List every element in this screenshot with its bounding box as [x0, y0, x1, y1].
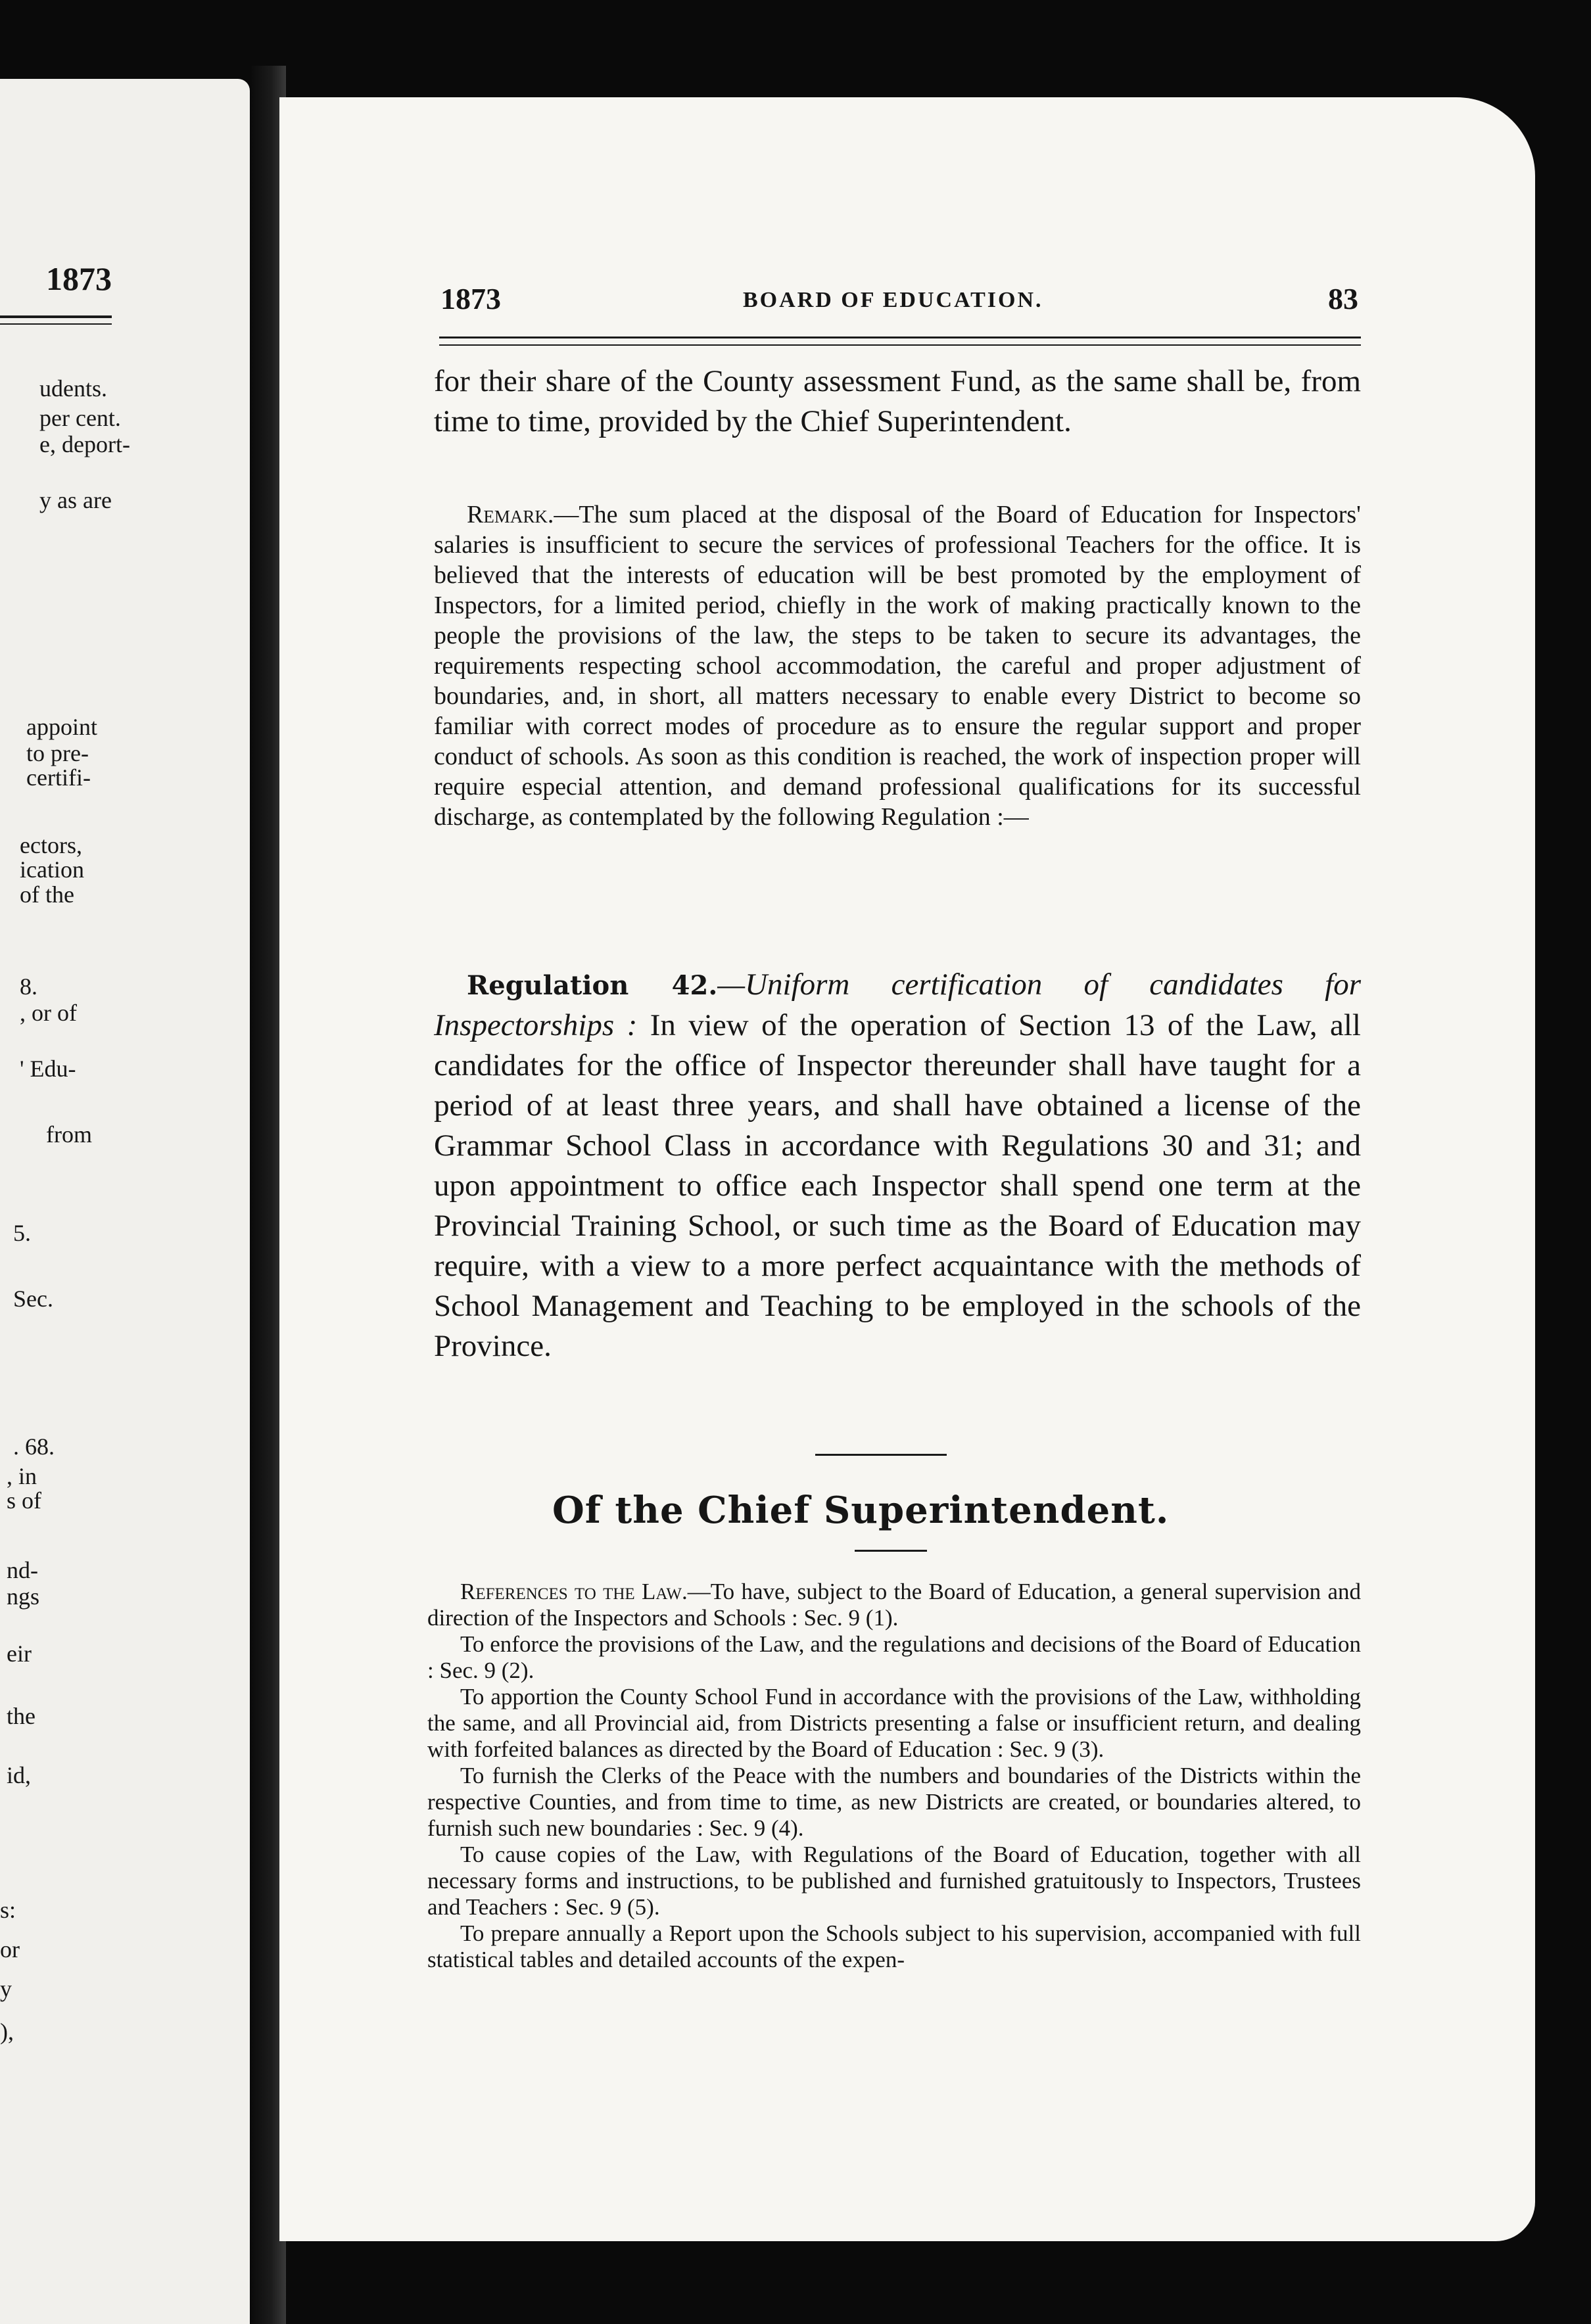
references-label: References to the Law.	[460, 1579, 688, 1604]
references-block	[427, 1579, 1361, 1973]
left-page-fragment: , or of	[20, 1000, 77, 1026]
regulation-paragraph	[434, 965, 1361, 1366]
left-page-fragment: or	[0, 1936, 20, 1963]
left-page-fragment: ' Edu-	[20, 1056, 76, 1082]
left-page-fragment: 5.	[13, 1220, 31, 1246]
reference-item: To cause copies of the Law, with Regulations of the Board of Education, together with all necessary forms and instructions, to be published and furnished gratuitously to Inspectors, Trustees and Teachers : Sec. 9 (5).	[427, 1842, 1361, 1920]
left-page	[0, 79, 250, 2324]
left-page-fragment: eir	[7, 1640, 32, 1667]
header-year: 1873	[440, 282, 501, 315]
left-page-fragment: y	[0, 1976, 12, 2002]
left-page-fragment: ngs	[7, 1583, 40, 1610]
section-ornament-rule	[815, 1454, 947, 1456]
left-page-fragment: the	[7, 1703, 36, 1729]
left-page-fragment: , in	[7, 1463, 37, 1489]
reference-item: To enforce the provisions of the Law, and the regulations and decisions of the Board of Education : Sec. 9 (2).	[427, 1631, 1361, 1683]
left-page-fragment: udents.	[39, 375, 107, 402]
left-page-fragment: ),	[0, 2018, 14, 2045]
left-page-fragment: certifi-	[26, 764, 91, 791]
left-page-fragment: e, deport-	[39, 431, 130, 457]
remark-label: Remark.	[467, 501, 554, 528]
regulation-title: —Uniform certification of candidates for Inspectorships :	[434, 967, 1361, 1042]
left-header-rule	[0, 315, 112, 318]
header-title: BOARD OF EDUCATION.	[743, 288, 1043, 312]
header-rule-thin	[439, 344, 1361, 346]
left-page-fragment: ication	[20, 856, 84, 883]
regulation-label: Regulation 42.	[467, 970, 718, 1001]
left-page-fragment: of the	[20, 881, 74, 908]
left-page-fragment: y as are	[39, 487, 112, 513]
continuation-paragraph: for their share of the County assessment Fund, as the same shall be, from time to time, provided by the Chief Superintendent.	[434, 364, 1361, 438]
remark-text: —The sum placed at the disposal of the Board of Education for Inspectors' salaries is insufficient to secure the services of professional Teachers for the office. It is believed that the interests of education will be best promoted by the employment of Inspectors, for a limited period, chiefly in the work of making practically known to the people the provisions of the law, the steps to be taken to secure its advantages, the requirements respecting school accommodation, the careful and proper adjustment of boundaries, and, in short, all matters necessary to enable every District to become so familiar with correct modes of procedure as to ensure the regular support and proper conduct of schools. As soon as this condition is reached, the work of inspection proper will require especial attention, and demand professional qualifications for its successful discharge, as contemplated by the following Regulation :—	[434, 501, 1361, 831]
reference-item: To apportion the County School Fund in accordance with the provisions of the Law, withholding the same, and all Provincial aid, from Districts presenting a false or insufficient return, and dealing with forfeited balances as directed by the Board of Education : Sec. 9 (3).	[427, 1684, 1361, 1762]
left-page-fragment: s:	[0, 1897, 16, 1923]
left-header-rule-thin	[0, 323, 112, 325]
section-title-underline	[855, 1550, 927, 1552]
left-page-fragment: per cent.	[39, 405, 121, 431]
left-page-fragment: . 68.	[13, 1433, 55, 1460]
header-rule-thick	[439, 337, 1361, 338]
left-page-year: 1873	[46, 260, 112, 297]
section-title: Of the Chief Superintendent.	[552, 1489, 1170, 1532]
reference-item: To furnish the Clerks of the Peace with the numbers and boundaries of the Districts within the respective Counties, and from time to time, as new Districts are created, or boundaries altered, to furnish such new boundaries : Sec. 9 (4).	[427, 1763, 1361, 1841]
reference-item: References to the Law.—To have, subject to the Board of Education, a general supervision and direction of the Inspectors and Schools : Sec. 9 (1).	[427, 1579, 1362, 1631]
left-page-fragment: appoint	[26, 714, 97, 740]
left-page-fragment: 8.	[20, 973, 37, 1000]
reference-item: To prepare annually a Report upon the Schools subject to his supervision, accompanied with full statistical tables and detailed accounts of the expen-	[427, 1920, 1361, 1972]
left-page-fragment: to pre-	[26, 740, 89, 766]
left-page-fragment: Sec.	[13, 1286, 53, 1312]
remark-paragraph	[434, 500, 1361, 832]
left-page-fragment: from	[46, 1121, 92, 1148]
left-page-fragment: s of	[7, 1487, 41, 1514]
regulation-text: In view of the operation of Section 13 of the Law, all candidates for the office of Inspector thereunder shall have taught for a period of at least three years, and shall have obtained a license of the Grammar School Class in accordance with Regulations 30 and 31; and upon appointment to office each Inspector shall spend one term at the Provincial Training School, or such time as the Board of Education may require, with a view to a more perfect acquaintance with the methods of School Management and Teaching to be employed in the schools of the Province.	[434, 1008, 1361, 1363]
left-page-fragment: nd-	[7, 1557, 38, 1583]
left-page-fragment: id,	[7, 1762, 32, 1788]
left-page-fragment: ectors,	[20, 832, 82, 858]
page-number: 83	[1328, 282, 1358, 315]
